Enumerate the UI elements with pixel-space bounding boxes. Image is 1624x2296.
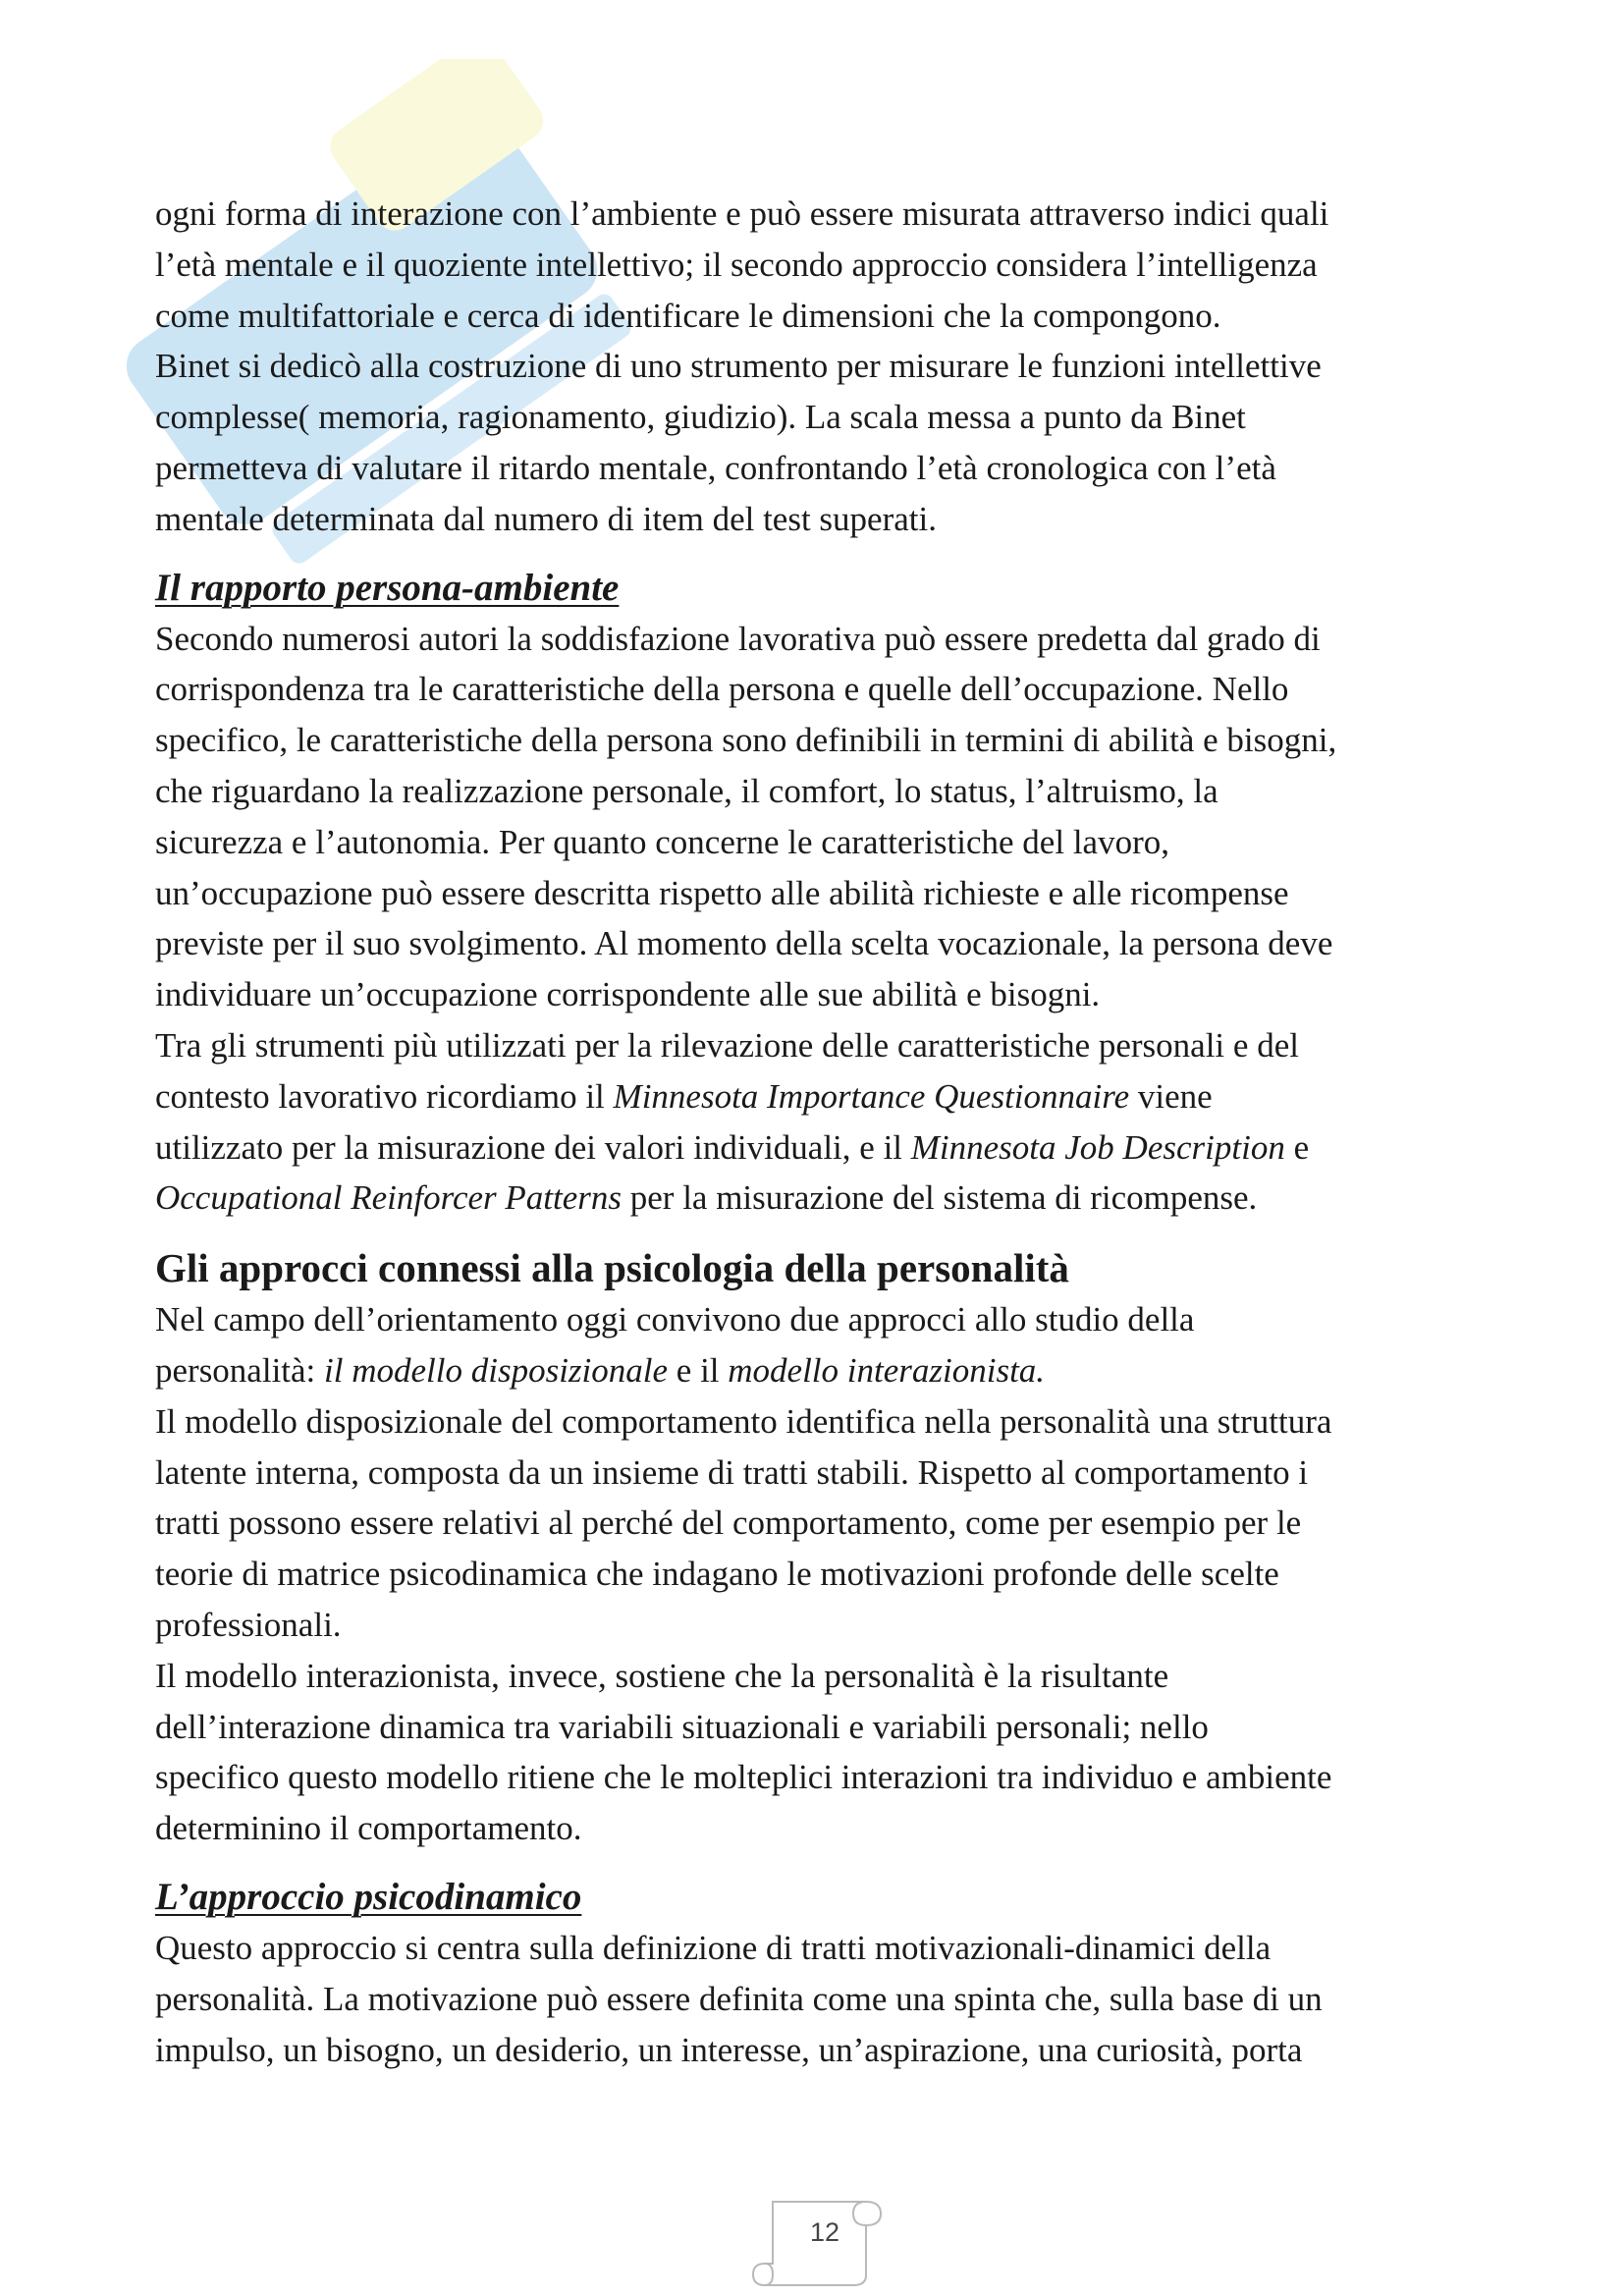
- text-line: che riguardano la realizzazione personale, il comfort, lo status, l’altruismo, la: [155, 771, 1218, 810]
- text-line: determinino il comportamento.: [155, 1809, 582, 1848]
- text-line: un’occupazione può essere descritta rispetto alle abilità richieste e alle ricompense: [155, 873, 1289, 912]
- text-line: tratti possono essere relativi al perché del comportamento, come per esempio per le: [155, 1503, 1302, 1543]
- text-line: dell’interazione dinamica tra variabili situazionali e variabili personali; nello: [155, 1707, 1209, 1746]
- text-line: Questo approccio si centra sulla definizione di tratti motivazionali-dinamici della: [155, 1928, 1272, 1967]
- text-span: viene: [1129, 1076, 1213, 1116]
- text-span: utilizzato per la misurazione dei valori individuali, e il: [155, 1127, 911, 1167]
- text-line: l’età mentale e il quoziente intellettivo; il secondo approccio considera l’intelligenza: [155, 245, 1318, 284]
- italic-title: Minnesota Importance Questionnaire: [613, 1076, 1130, 1116]
- italic-term: modello interazionista.: [728, 1350, 1046, 1390]
- text-line: come multifattoriale e cerca di identificare le dimensioni che la compongono.: [155, 296, 1221, 335]
- text-line: permetteva di valutare il ritardo mentale, confrontando l’età cronologica con l’età: [155, 448, 1276, 487]
- text-line: Secondo numerosi autori la soddisfazione lavorativa può essere predetta dal grado di: [155, 619, 1321, 658]
- text-line: professionali.: [155, 1605, 342, 1644]
- text-line: ogni forma di interazione con l’ambiente e può essere misurata attraverso indici quali: [155, 194, 1329, 233]
- text-line: Il modello disposizionale del comportamento identifica nella personalità una struttura: [155, 1401, 1332, 1441]
- intro-paragraph: [155, 189, 1490, 545]
- section-persona-ambiente-body: [155, 614, 1490, 1225]
- section-approccio-psicodinamico-body: [155, 1923, 1490, 2075]
- text-line: impulso, un bisogno, un desiderio, un interesse, un’aspirazione, una curiosità, porta: [155, 2030, 1303, 2069]
- text-line: [155, 1173, 1490, 1224]
- section-heading-approccio-psicodinamico: L’approccio psicodinamico: [155, 1875, 582, 1918]
- text-line: Il modello interazionista, invece, sostiene che la personalità è la risultante: [155, 1656, 1169, 1695]
- text-line: sicurezza e l’autonomia. Per quanto concerne le caratteristiche del lavoro,: [155, 822, 1169, 861]
- section-psicologia-personalita-body: [155, 1294, 1490, 1854]
- section-heading-persona-ambiente: Il rapporto persona-ambiente: [155, 566, 620, 609]
- text-line: personalità. La motivazione può essere definita come una spinta che, sulla base di un: [155, 1979, 1323, 2018]
- text-span: e il: [668, 1350, 729, 1390]
- text-line: latente interna, composta da un insieme di tratti stabili. Rispetto al comportamento i: [155, 1452, 1309, 1492]
- text-line: complesse( memoria, ragionamento, giudizio). La scala messa a punto da Binet: [155, 398, 1246, 437]
- text-line: specifico questo modello ritiene che le molteplici interazioni tra individuo e ambiente: [155, 1758, 1332, 1797]
- text-line: [155, 1071, 1490, 1122]
- italic-title: Minnesota Job Description: [910, 1127, 1285, 1167]
- text-line: Tra gli strumenti più utilizzati per la rilevazione delle caratteristiche personali e del: [155, 1025, 1299, 1065]
- text-span: per la misurazione del sistema di ricompense.: [622, 1178, 1258, 1218]
- text-span: contesto lavorativo ricordiamo il: [155, 1076, 614, 1116]
- text-line: [155, 1345, 1490, 1396]
- text-line: previste per il suo svolgimento. Al momento della scelta vocazionale, la persona deve: [155, 924, 1333, 963]
- section-heading-psicologia-personalita: Gli approcci connessi alla psicologia della personalità: [155, 1245, 1069, 1291]
- italic-term: il modello disposizionale: [324, 1350, 669, 1390]
- text-span: e: [1284, 1127, 1310, 1167]
- text-line: [155, 1122, 1490, 1174]
- text-line: Nel campo dell’orientamento oggi convivono due approcci allo studio della: [155, 1300, 1195, 1339]
- text-line: Binet si dedicò alla costruzione di uno strumento per misurare le funzioni intellettive: [155, 347, 1322, 386]
- text-span: personalità:: [155, 1350, 325, 1390]
- text-line: specifico, le caratteristiche della persona sono definibili in termini di abilità e bisogni,: [155, 721, 1337, 760]
- page-content: [155, 189, 1490, 2075]
- text-line: mentale determinata dal numero di item del test superati.: [155, 499, 937, 538]
- text-line: individuare un’occupazione corrispondente alle sue abilità e bisogni.: [155, 975, 1101, 1014]
- text-line: teorie di matrice psicodinamica che indagano le motivazioni profonde delle scelte: [155, 1555, 1279, 1594]
- italic-title: Occupational Reinforcer Patterns: [155, 1178, 622, 1218]
- page-number: 12: [809, 2217, 840, 2247]
- text-line: corrispondenza tra le caratteristiche della persona e quelle dell’occupazione. Nello: [155, 670, 1289, 709]
